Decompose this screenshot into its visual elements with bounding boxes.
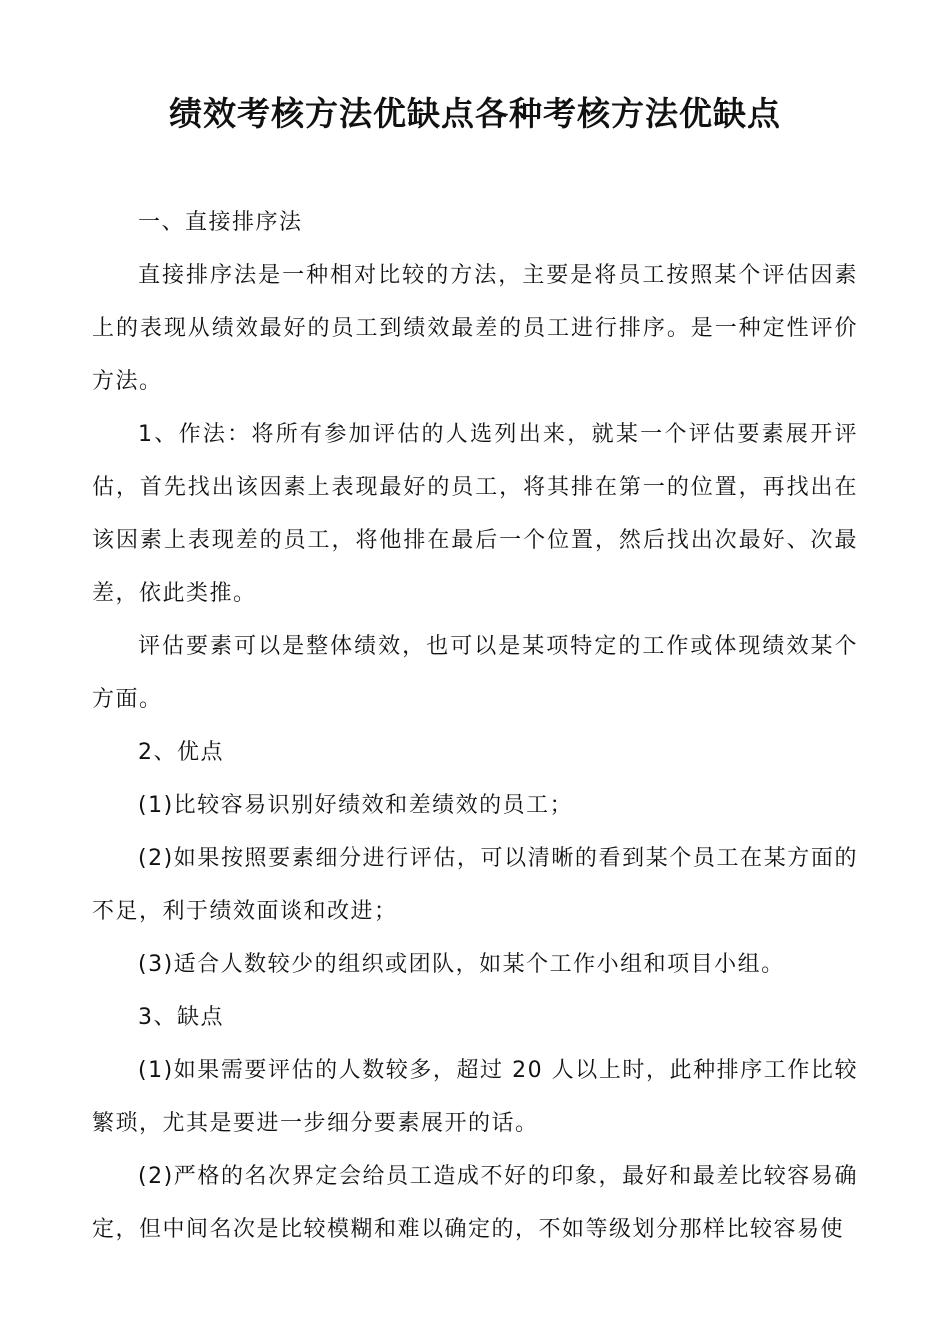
paragraph-evaluation-factors: 评估要素可以是整体绩效，也可以是某项特定的工作或体现绩效某个方面。 — [92, 634, 858, 712]
subheading-disadvantages: 3、缺点 — [138, 1005, 224, 1030]
disadvantage-item: (1)如果需要评估的人数较多，超过 20 人以上时，此种排序工作比较繁琐，尤其是要进一步细分要素展开的话。 — [92, 1058, 858, 1136]
document-body — [92, 196, 858, 1256]
disadvantage-item: (2)严格的名次界定会给员工造成不好的印象，最好和最差比较容易确定，但中间名次是比较模糊和难以确定的，不如等级划分那样比较容易使 — [92, 1164, 858, 1242]
document-title: 绩效考核方法优缺点各种考核方法优缺点 — [169, 94, 781, 133]
paragraph-definition: 直接排序法是一种相对比较的方法，主要是将员工按照某个评估因素上的表现从绩效最好的员工到绩效最差的员工进行排序。是一种定性评价方法。 — [92, 263, 858, 394]
section-heading-direct-ranking: 一、直接排序法 — [138, 210, 303, 235]
advantage-item: (3)适合人数较少的组织或团队，如某个工作小组和项目小组。 — [138, 952, 785, 977]
advantage-item: (1)比较容易识别好绩效和差绩效的员工； — [138, 793, 574, 818]
advantage-item: (2)如果按照要素细分进行评估，可以清晰的看到某个员工在某方面的不足，利于绩效面谈和改进； — [92, 846, 858, 924]
paragraph-method: 1、作法：将所有参加评估的人选列出来，就某一个评估要素展开评估，首先找出该因素上表现最好的员工，将其排在第一的位置，再找出在该因素上表现差的员工，将他排在最后一个位置，然后找出次最好、次最差，依此类推。 — [92, 422, 858, 606]
subheading-advantages: 2、优点 — [138, 740, 224, 765]
